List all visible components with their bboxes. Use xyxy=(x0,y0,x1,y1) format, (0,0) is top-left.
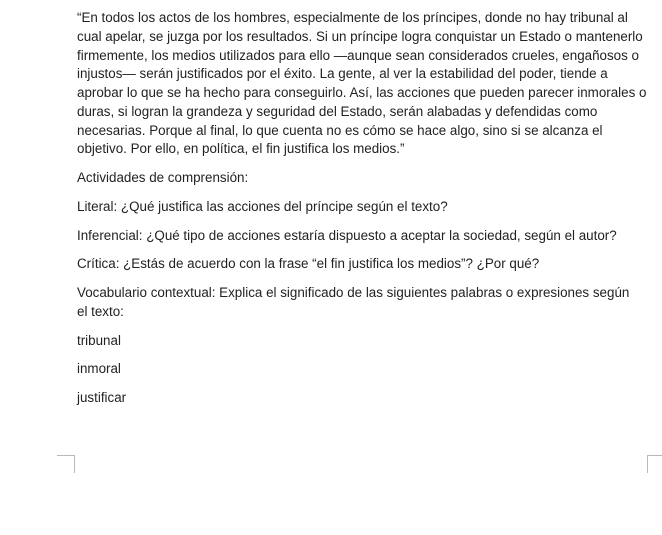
question-literal: Literal: ¿Qué justifica las acciones del príncipe según el texto? xyxy=(77,198,448,214)
question-vocabulary: Vocabulario contextual: Explica el significado de las siguientes palabras o expresiones según el texto: xyxy=(77,285,630,319)
question-critical: Crítica: ¿Estás de acuerdo con la frase “el fin justifica los medios”? ¿Por qué? xyxy=(77,256,540,272)
vocabulary-item-tribunal: tribunal xyxy=(77,332,121,348)
page-margin-corner-left-mark xyxy=(57,455,75,473)
document-body xyxy=(77,9,652,408)
activities-heading: Actividades de comprensión: xyxy=(77,170,249,185)
vocabulary-item-inmoral: inmoral xyxy=(77,361,121,377)
page-margin-corner-right-mark xyxy=(647,455,662,473)
quote-paragraph: “En todos los actos de los hombres, especialmente de los príncipes, donde no hay tribunal al cual apelar, se juzga por los resultados. Si un príncipe logra conquistar un Estado o mantenerlo firmemente, los medios utilizados para ello —aunque sean considerados crueles, engañosos o injustos— serán justificados por el éxito. La gente, al ver la estabilidad del poder, tiende a aprobar lo que se ha hecho para conseguirlo. Así, las acciones que pueden parecer inmorales o duras, si logran la grandeza y seguridad del Estado, serán alabadas y defendidas como necesarias. Porque al final, lo que cuenta no es cómo se hace algo, sino si se alcanza el objetivo. Por ello, en política, el fin justifica los medios.” xyxy=(77,10,647,157)
question-inferential: Inferencial: ¿Qué tipo de acciones estaría dispuesto a aceptar la sociedad, según el autor? xyxy=(77,227,617,243)
vocabulary-item-justificar: justificar xyxy=(77,390,127,405)
